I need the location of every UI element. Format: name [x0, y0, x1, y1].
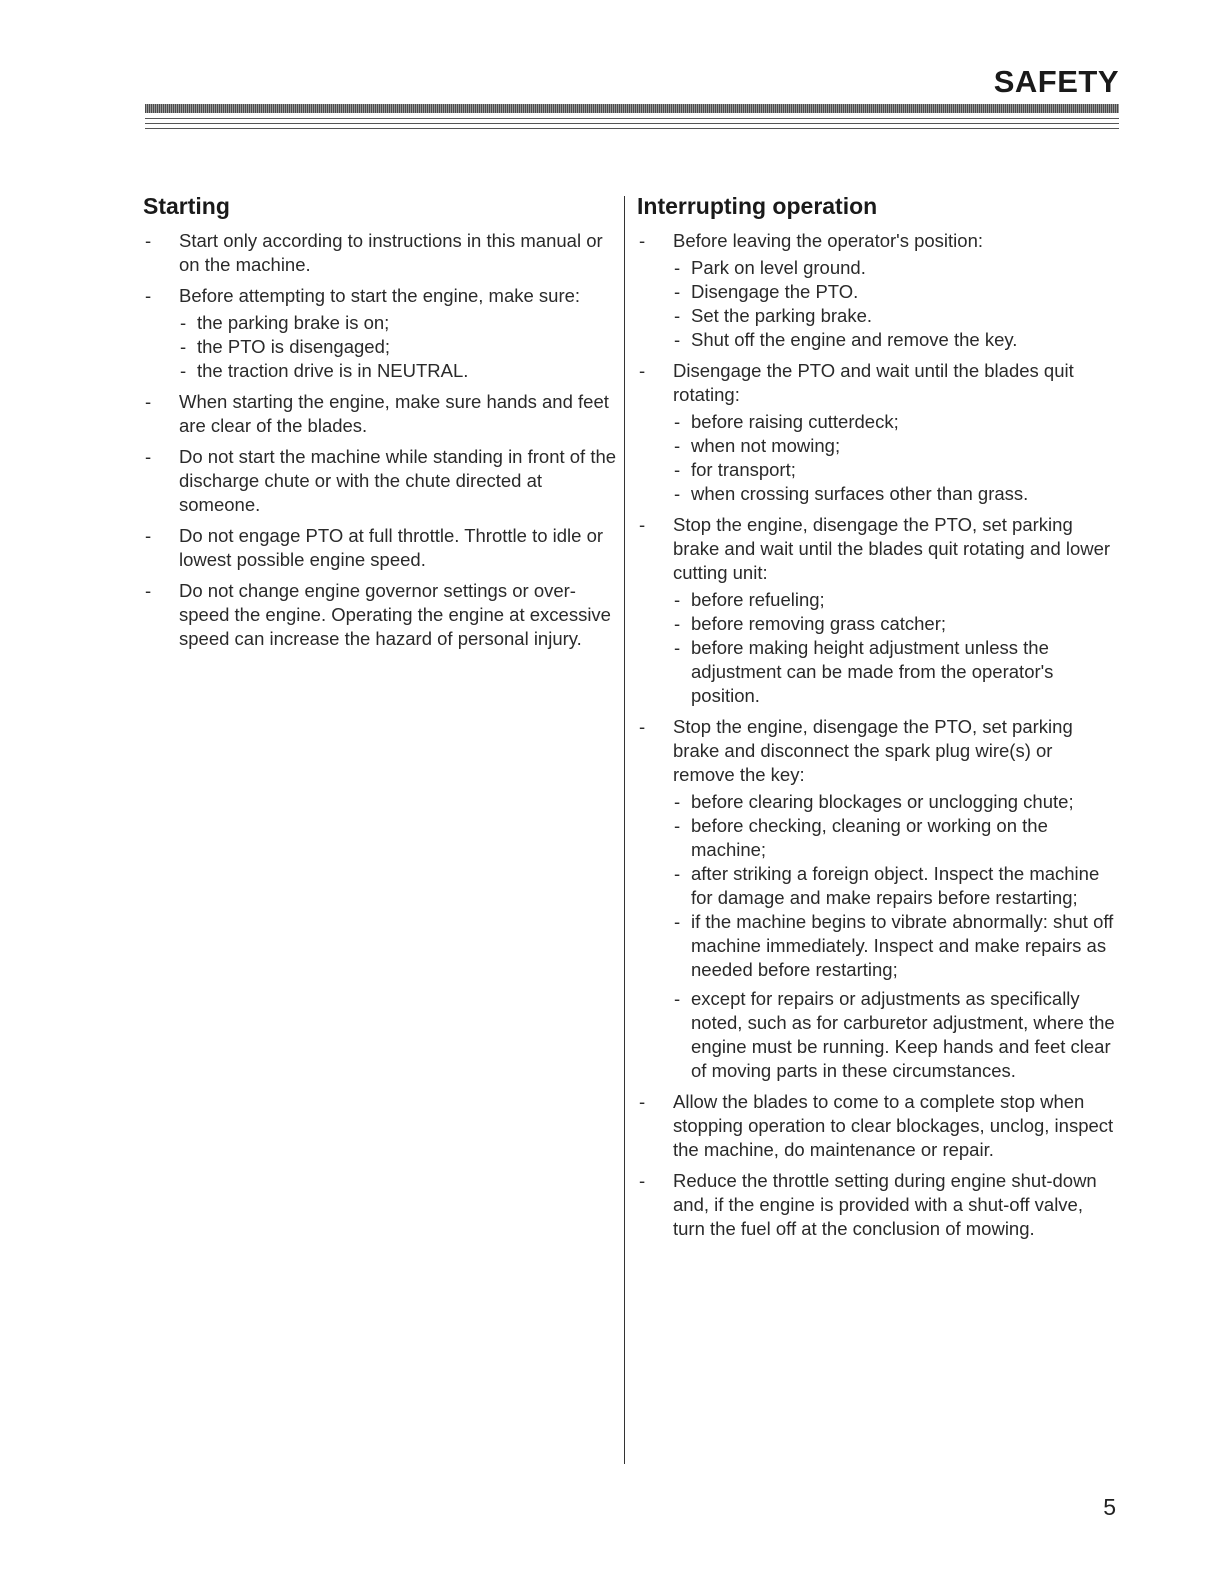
sub-list-item: - the parking brake is on;: [179, 311, 618, 335]
list-item-text: Do not change engine governor settings or over-speed the engine. Operating the engine at excessive speed can increase the hazard of personal injury.: [179, 580, 611, 649]
sub-list-item: - before raising cutterdeck;: [673, 410, 1117, 434]
list-item: [637, 1169, 1117, 1241]
list-item: [637, 1090, 1117, 1162]
page-number: 5: [1103, 1494, 1116, 1520]
sub-list-item: - Park on level ground.: [673, 256, 1117, 280]
list-item: [143, 524, 618, 572]
list-item-text: Reduce the throttle setting during engine shut-down and, if the engine is provided with a shut-off valve, turn the fuel off at the conclusion of mowing.: [673, 1170, 1097, 1239]
list-item-text: Do not engage PTO at full throttle. Throttle to idle or lowest possible engine speed.: [179, 525, 604, 570]
list-item-text: Disengage the PTO and wait until the blades quit rotating:: [673, 360, 1074, 405]
list-item-text: When starting the engine, make sure hands and feet are clear of the blades.: [179, 391, 609, 436]
list-item-text: Start only according to instructions in this manual or on the machine.: [179, 230, 603, 275]
sub-list-item: - for transport;: [673, 458, 1117, 482]
sub-list-item: - before removing grass catcher;: [673, 612, 1117, 636]
sub-list-item: - before checking, cleaning or working on the machine;: [673, 814, 1117, 862]
sub-list-item: - Set the parking brake.: [673, 304, 1117, 328]
sub-list-item: - when crossing surfaces other than grass.: [673, 482, 1117, 506]
starting-list: [143, 229, 618, 651]
list-item: [637, 359, 1117, 506]
list-item: [143, 229, 618, 277]
list-item: [143, 579, 618, 651]
column-divider: [624, 196, 625, 1464]
list-item-text: Do not start the machine while standing in front of the discharge chute or with the chute directed at someone.: [179, 446, 617, 515]
sub-list-item: - the traction drive is in NEUTRAL.: [179, 359, 618, 383]
list-item-text: Stop the engine, disengage the PTO, set parking brake and wait until the blades quit rotating and lower cutting unit:: [673, 514, 1111, 583]
list-item: [637, 513, 1117, 708]
header-rule-thick: [145, 104, 1119, 113]
list-item: [143, 445, 618, 517]
list-item-text: Before attempting to start the engine, make sure:: [179, 285, 581, 306]
sub-list-item: - except for repairs or adjustments as specifically noted, such as for carburetor adjustment, where the engine must be running. Keep hands and feet clear of moving parts in these circumstances.: [673, 987, 1117, 1083]
list-item: [637, 229, 1117, 352]
header-rule-thin-3: [145, 128, 1119, 129]
list-item-text: Stop the engine, disengage the PTO, set parking brake and disconnect the spark plug wire(s) or remove the key:: [673, 716, 1073, 785]
sub-list-item: - after striking a foreign object. Inspect the machine for damage and make repairs before restarting;: [673, 862, 1117, 910]
sub-list-item: - before clearing blockages or unclogging chute;: [673, 790, 1117, 814]
list-item: [143, 284, 618, 383]
starting-heading: Starting: [143, 193, 230, 219]
sub-list-item: - if the machine begins to vibrate abnormally: shut off machine immediately. Inspect and make repairs as needed before restarting;: [673, 910, 1117, 982]
sub-list: [673, 410, 1117, 506]
interrupting-operation-section: [637, 192, 1117, 1248]
list-item-text: Allow the blades to come to a complete stop when stopping operation to clear blockages, unclog, inspect the machine, do maintenance or repair.: [673, 1091, 1114, 1160]
starting-section: [143, 192, 618, 658]
interrupting-operation-heading: Interrupting operation: [637, 193, 878, 219]
header-rule-thin-1: [145, 118, 1119, 119]
list-item-text: Before leaving the operator's position:: [673, 230, 984, 251]
page-title: SAFETY: [993, 64, 1119, 99]
sub-list: [179, 311, 618, 383]
list-item: [143, 390, 618, 438]
sub-list: [673, 588, 1117, 708]
sub-list-item: - the PTO is disengaged;: [179, 335, 618, 359]
interrupting-operation-list: [637, 229, 1117, 1241]
sub-list-item: - when not mowing;: [673, 434, 1117, 458]
sub-list-item: - Shut off the engine and remove the key.: [673, 328, 1117, 352]
sub-list-item: - before refueling;: [673, 588, 1117, 612]
sub-list: [673, 790, 1117, 1083]
header-rule-thin-2: [145, 123, 1119, 124]
sub-list-item: - before making height adjustment unless the adjustment can be made from the operator's position.: [673, 636, 1117, 708]
list-item: [637, 715, 1117, 1083]
sub-list-item: - Disengage the PTO.: [673, 280, 1117, 304]
sub-list: [673, 256, 1117, 352]
